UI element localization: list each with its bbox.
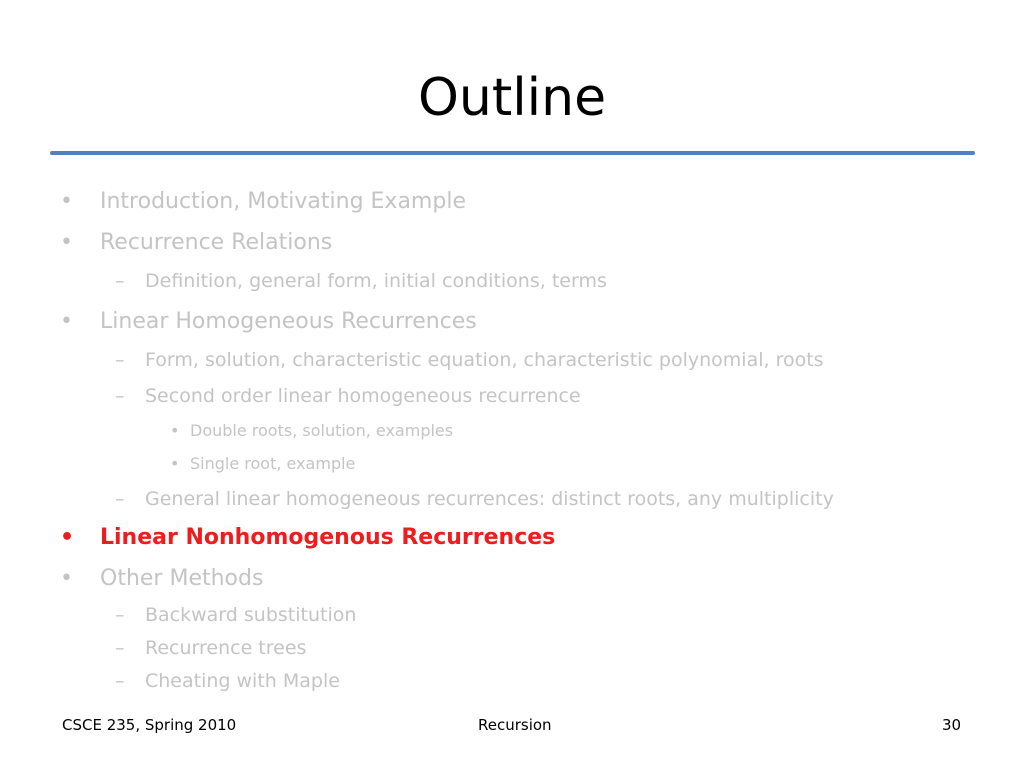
bullet-marker: • [60, 189, 73, 214]
outline-item [115, 487, 834, 511]
outline-item-text: Single root, example [190, 454, 356, 473]
outline-item-text: Double roots, solution, examples [190, 421, 454, 440]
dash-marker: – [115, 637, 125, 659]
outline-item [170, 454, 356, 474]
outline-item [115, 269, 607, 293]
outline-item [115, 348, 824, 372]
outline-item [60, 308, 477, 336]
dash-marker: – [115, 488, 125, 510]
bullet-marker: • [170, 454, 180, 473]
outline-item [115, 636, 307, 660]
slide-title: Outline [417, 68, 607, 128]
outline-item [170, 421, 454, 441]
outline-item-text: Definition, general form, initial conditions, terms [145, 270, 607, 292]
outline-item [115, 603, 357, 627]
outline-item-text: Recurrence trees [145, 637, 307, 659]
dash-marker: – [115, 670, 125, 692]
outline-item [60, 229, 333, 257]
outline-item [60, 524, 556, 552]
dash-marker: – [115, 385, 125, 407]
outline-item-text: Recurrence Relations [100, 230, 333, 255]
bullet-marker: • [60, 566, 73, 591]
outline-item [60, 188, 466, 216]
outline-item-text: Form, solution, characteristic equation, characteristic polynomial, roots [145, 349, 824, 371]
outline-item-text: General linear homogeneous recurrences: distinct roots, any multiplicity [145, 488, 834, 510]
bullet-marker: • [60, 525, 75, 550]
bullet-marker: • [170, 421, 180, 440]
outline-item-text: Other Methods [100, 566, 264, 591]
outline-item-text: Linear Nonhomogenous Recurrences [100, 525, 556, 550]
outline-item [115, 669, 340, 693]
outline-item [60, 565, 264, 593]
outline-item-text: Introduction, Motivating Example [100, 189, 466, 214]
outline-item-text: Second order linear homogeneous recurrence [145, 385, 581, 407]
outline-item-text: Linear Homogeneous Recurrences [100, 309, 477, 334]
bullet-marker: • [60, 230, 73, 255]
outline-item-text: Backward substitution [145, 604, 357, 626]
bullet-marker: • [60, 309, 73, 334]
outline-item [115, 384, 581, 408]
dash-marker: – [115, 270, 125, 292]
outline-item-text: Cheating with Maple [145, 670, 340, 692]
footer-topic: Recursion [478, 716, 552, 734]
dash-marker: – [115, 604, 125, 626]
footer-course: CSCE 235, Spring 2010 [62, 716, 237, 734]
dash-marker: – [115, 349, 125, 371]
footer-page-number: 30 [942, 716, 962, 734]
